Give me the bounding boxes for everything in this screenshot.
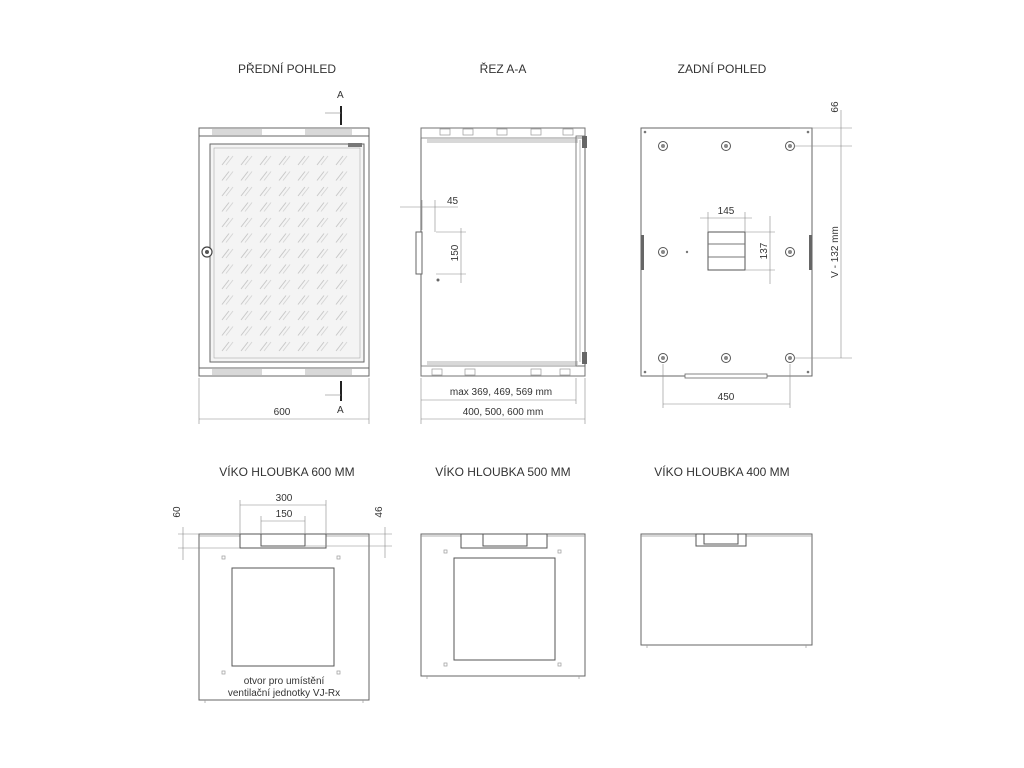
lid-600-view	[172, 493, 392, 703]
title-lid-400: VÍKO HLOUBKA 400 MM	[654, 465, 790, 479]
rear-corner-dot	[807, 131, 810, 134]
section-hinge-top	[582, 136, 587, 148]
section-screw-mark	[437, 279, 440, 282]
lid-500-fan-opening	[454, 558, 555, 660]
mount-hole-icon	[659, 142, 668, 151]
rear-corner-dot	[807, 371, 810, 374]
title-section-a-a: ŘEZ A-A	[479, 62, 527, 76]
mount-hole-icon	[722, 142, 731, 151]
section-view	[400, 128, 587, 424]
mount-hole-icon	[659, 248, 668, 257]
lid-600-cable-slot-inner	[261, 534, 305, 546]
lid-500-cable-slot-inner	[483, 534, 527, 546]
section-hinge-bottom	[582, 352, 587, 364]
mount-hole-icon	[786, 248, 795, 257]
lid-600-dim-60-label: 60	[172, 506, 183, 518]
lid-600-note-line2: ventilační jednotky VJ-Rx	[227, 688, 341, 699]
rear-height-label: V - 132 mm	[830, 226, 841, 278]
rear-view	[641, 101, 852, 408]
rear-center-dot	[686, 251, 688, 253]
section-wall-mount	[416, 232, 422, 274]
section-depth-label: 400, 500, 600 mm	[462, 407, 544, 418]
section-mark-top-label: A	[337, 90, 344, 101]
lid-400-outline	[641, 534, 812, 645]
title-rear-view: ZADNÍ POHLED	[677, 62, 767, 76]
section-dim-45-label: 45	[447, 196, 459, 207]
mount-hole-icon	[659, 354, 668, 363]
lid-600-note-line1: otvor pro umístění	[243, 676, 325, 687]
mount-hole-icon	[786, 142, 795, 151]
rear-dim-145-label: 145	[717, 206, 735, 217]
front-view	[199, 90, 369, 424]
title-lid-500: VÍKO HLOUBKA 500 MM	[435, 465, 571, 479]
lid-600-dim-46-label: 46	[374, 506, 385, 518]
front-lock-core	[205, 250, 209, 254]
mount-hole-icon	[786, 354, 795, 363]
rear-corner-dot	[644, 371, 647, 374]
front-width-label: 600	[273, 407, 291, 418]
rear-left-bracket	[641, 235, 644, 270]
lid-600-dim-300-label: 300	[275, 493, 293, 504]
rear-dim-66-label: 66	[830, 101, 841, 113]
lid-400-view	[641, 534, 812, 648]
section-outline	[421, 128, 585, 376]
section-mark-bottom-label: A	[337, 405, 344, 416]
rear-right-bracket	[809, 235, 812, 270]
mount-hole-icon	[722, 354, 731, 363]
rear-cable-entry	[708, 232, 745, 270]
section-depth-max-label: max 369, 469, 569 mm	[449, 387, 553, 398]
rear-corner-dot	[644, 131, 647, 134]
lid-400-cable-slot-inner	[704, 534, 738, 544]
lid-500-view	[421, 534, 585, 679]
rear-dim-450-label: 450	[717, 392, 735, 403]
title-front-view: PŘEDNÍ POHLED	[237, 62, 337, 76]
rear-bottom-foot	[685, 374, 767, 378]
rear-dim-137-label: 137	[759, 242, 770, 260]
lid-600-fan-opening	[232, 568, 334, 666]
title-lid-600: VÍKO HLOUBKA 600 MM	[219, 465, 355, 479]
front-brand-logo	[348, 143, 362, 147]
lid-600-dim-150-label: 150	[275, 509, 293, 520]
section-dim-150-label: 150	[450, 244, 461, 262]
